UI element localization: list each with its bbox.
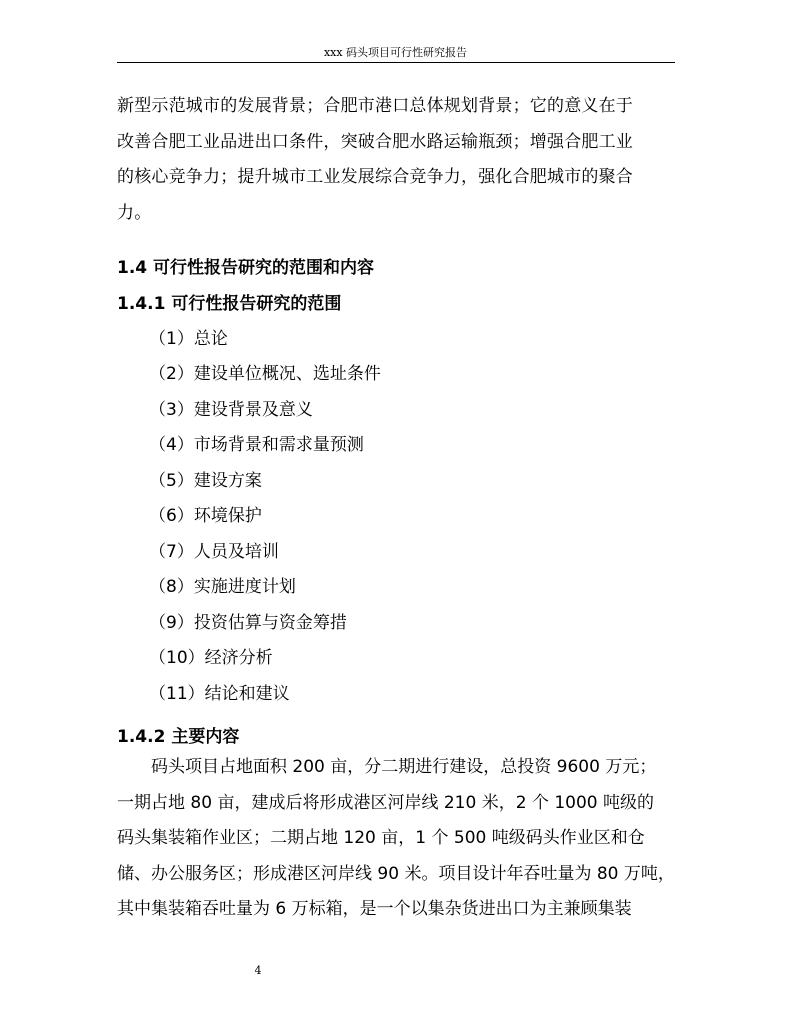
list-item: （5）建设方案	[149, 471, 262, 491]
intro-paragraph	[117, 89, 682, 231]
list-item: （4）市场背景和需求量预测	[149, 435, 364, 455]
intro-line: 力。	[117, 202, 152, 223]
content-line: 一期占地 80 亩，建成后将形成港区河岸线 210 米，2 个 1000 吨级的	[117, 792, 654, 813]
content-line: 其中集装箱吞吐量为 6 万标箱，是一个以集杂货进出口为主兼顾集装	[117, 899, 632, 919]
list-item: （2）建设单位概况、选址条件	[149, 364, 381, 384]
section-heading: 1.4 可行性报告研究的范围和内容	[117, 258, 375, 278]
list-item: （3）建设背景及意义	[149, 400, 313, 420]
list-item: （6）环境保护	[149, 506, 262, 526]
content-heading: 1.4.2 主要内容	[117, 727, 240, 747]
content-line: 码头项目占地面积 200 亩，分二期进行建设，总投资 9600 万元；	[117, 757, 657, 777]
content-line: 码头集装箱作业区；二期占地 120 亩，1 个 500 吨级码头作业区和仓	[117, 828, 645, 848]
intro-line: 新型示范城市的发展背景；合肥市港口总体规划背景；它的意义在于	[117, 96, 633, 116]
list-item: （11）结论和建议	[149, 684, 290, 704]
list-item: （10）经济分析	[149, 648, 273, 668]
list-item: （9）投资估算与资金筹措	[149, 613, 347, 633]
content-paragraph	[117, 750, 687, 928]
page-header-title: xxx 码头项目可行性研究报告	[323, 46, 468, 59]
scope-heading: 1.4.1 可行性报告研究的范围	[117, 294, 342, 314]
header-rule	[117, 62, 675, 63]
list-item: （1）总论	[149, 329, 228, 349]
intro-line: 的核心竞争力；提升城市工业发展综合竞争力，强化合肥城市的聚合	[117, 167, 633, 187]
intro-line: 改善合肥工业品进出口条件，突破合肥水路运输瓶颈；增强合肥工业	[117, 131, 633, 152]
content-line: 储、办公服务区；形成港区河岸线 90 米。项目设计年吞吐量为 80 万吨，	[117, 863, 675, 884]
page-number: 4	[254, 964, 262, 977]
list-item: （7）人员及培训	[149, 542, 279, 562]
list-item: （8）实施进度计划	[149, 577, 296, 597]
